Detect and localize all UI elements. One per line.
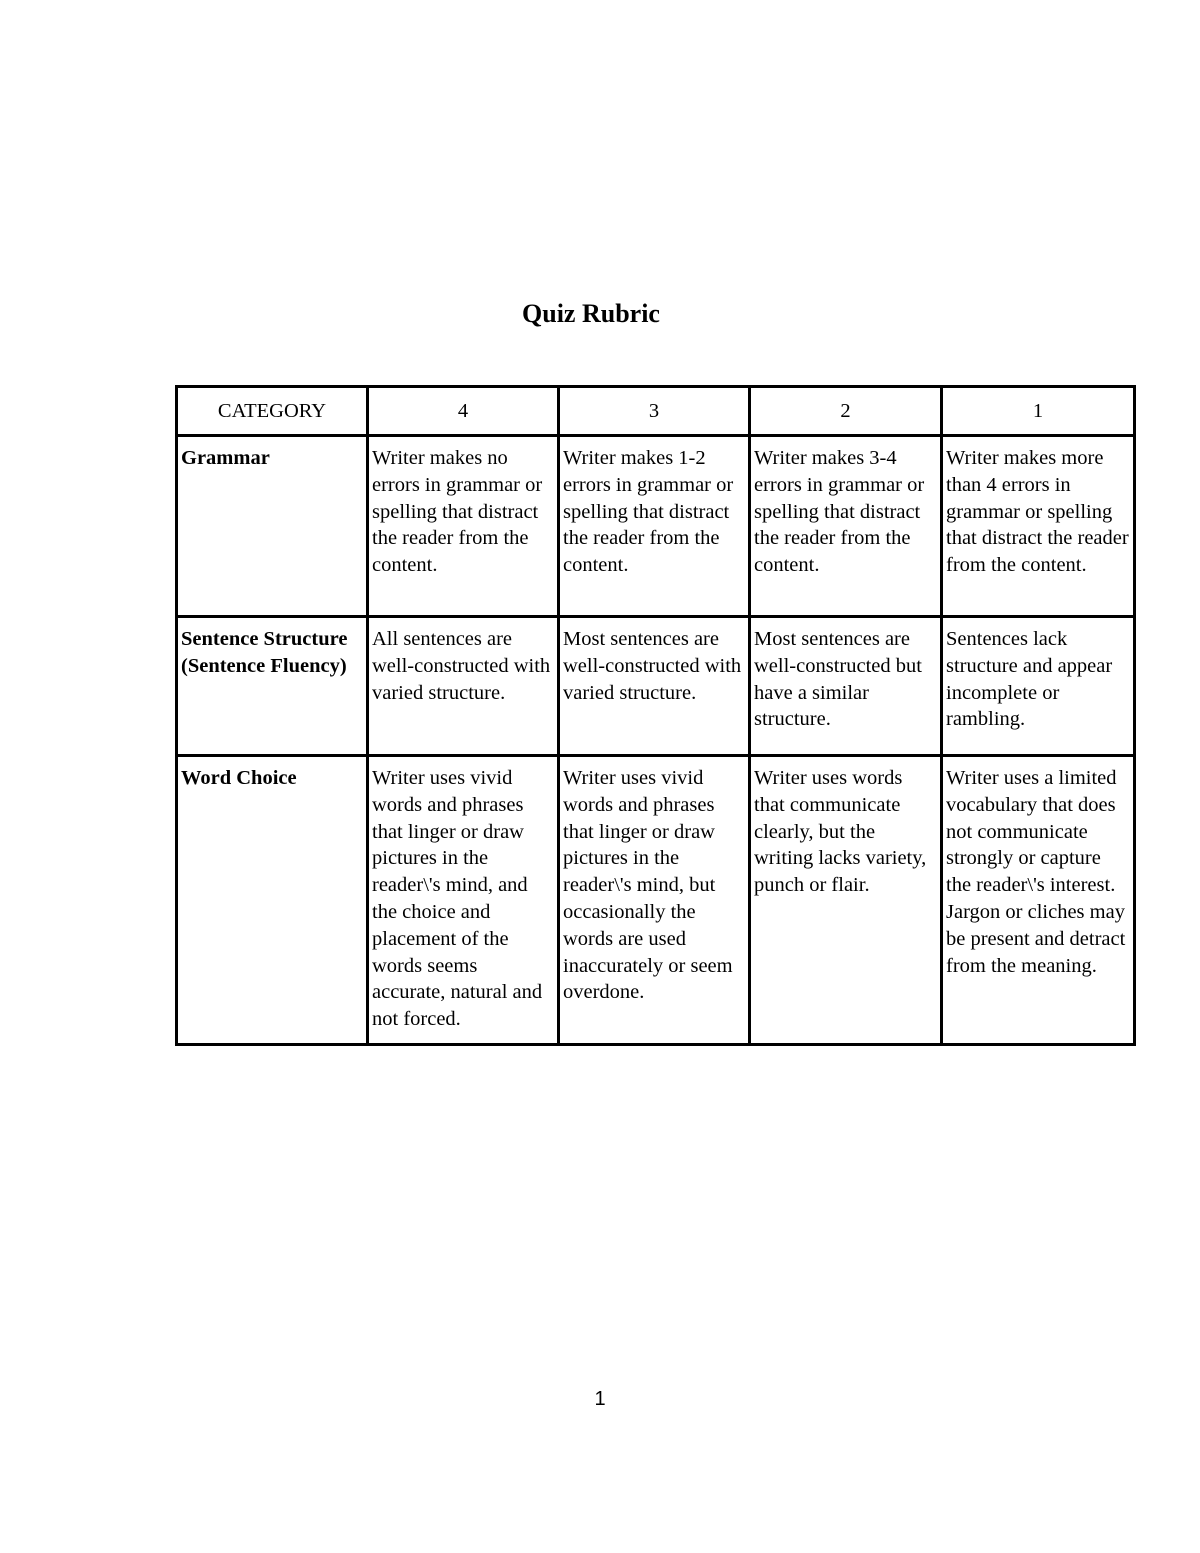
grammar-score-1: Writer makes more than 4 errors in grammar or spelling that distract the reader from the content. xyxy=(942,436,1135,617)
grammar-score-4: Writer makes no errors in grammar or spelling that distract the reader from the content. xyxy=(368,436,559,617)
table-row-grammar xyxy=(177,436,1135,617)
grammar-score-3: Writer makes 1-2 errors in grammar or spelling that distract the reader from the content. xyxy=(559,436,750,617)
sentence-structure-score-1: Sentences lack structure and appear incomplete or rambling. xyxy=(942,617,1135,756)
sentence-structure-score-4: All sentences are well-constructed with varied structure. xyxy=(368,617,559,756)
header-score-3: 3 xyxy=(559,387,750,436)
header-score-4: 4 xyxy=(368,387,559,436)
sentence-structure-score-2: Most sentences are well-constructed but have a similar structure. xyxy=(750,617,942,756)
header-row xyxy=(177,387,1135,436)
header-category: CATEGORY xyxy=(177,387,368,436)
grammar-score-2: Writer makes 3-4 errors in grammar or spelling that distract the reader from the content. xyxy=(750,436,942,617)
header-score-2: 2 xyxy=(750,387,942,436)
word-choice-score-3: Writer uses vivid words and phrases that linger or draw pictures in the reader\'s mind, but occasionally the words are used inaccurately or seem overdone. xyxy=(559,756,750,1045)
table-row-word-choice xyxy=(177,756,1135,1045)
word-choice-score-4: Writer uses vivid words and phrases that linger or draw pictures in the reader\'s mind, and the choice and placement of the words seems accurate, natural and not forced. xyxy=(368,756,559,1045)
word-choice-score-1: Writer uses a limited vocabulary that does not communicate strongly or capture the reader\'s interest. Jargon or cliches may be present and detract from the meaning. xyxy=(942,756,1135,1045)
rubric-table xyxy=(175,385,1136,1046)
word-choice-score-2: Writer uses words that communicate clearly, but the writing lacks variety, punch or flair. xyxy=(750,756,942,1045)
page-number: 1 xyxy=(594,1388,606,1410)
category-word-choice: Word Choice xyxy=(177,756,368,1045)
category-grammar: Grammar xyxy=(177,436,368,617)
sentence-structure-score-3: Most sentences are well-constructed with varied structure. xyxy=(559,617,750,756)
category-sentence-structure: Sentence Structure (Sentence Fluency) xyxy=(177,617,368,756)
page-title: Quiz Rubric xyxy=(522,299,660,328)
table-row-sentence-structure xyxy=(177,617,1135,756)
header-score-1: 1 xyxy=(942,387,1135,436)
